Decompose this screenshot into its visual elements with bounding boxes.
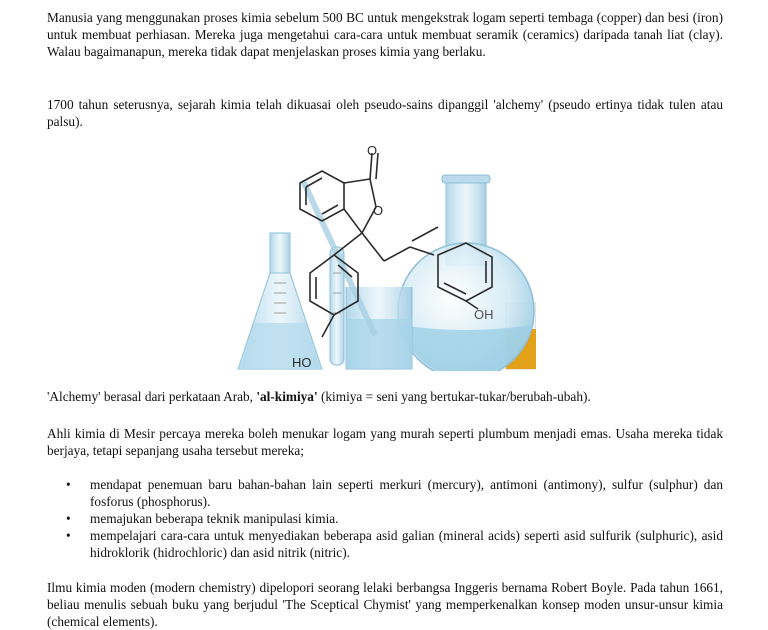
hydroxyl-label-right: OH	[474, 307, 494, 322]
round-flask	[398, 175, 534, 371]
origin-text-after: (kimiya = seni yang bertukar-tukar/berubah-ubah).	[317, 389, 591, 404]
list-item-text: mempelajari cara-cara untuk menyediakan beberapa asid galian (mineral acids) seperti asid sulfurik (sulphuric), asid hidroklorik (hidrochloric) dan asid nitrik (nitric).	[90, 528, 723, 560]
hydroxyl-label-left: HO	[292, 355, 312, 370]
paragraph-alchemy-origin	[47, 388, 723, 405]
paragraph-alchemy-history: 1700 tahun seterusnya, sejarah kimia telah dikuasai oleh pseudo-sains dipanggil 'alchemy' (pseudo ertinya tidak tulen atau palsu).	[47, 97, 723, 129]
bullet-glyph: •	[66, 477, 71, 492]
bullet-glyph: •	[66, 528, 71, 543]
origin-text-before: 'Alchemy' berasal dari perkataan Arab,	[47, 389, 257, 404]
list-item	[47, 476, 723, 510]
list-item-text: mendapat penemuan baru bahan-bahan lain seperti merkuri (mercury), antimoni (antimony), sulfur (sulphur) dan fosforus (phosphorus).	[90, 477, 723, 509]
oxygen-label-top: O	[367, 143, 378, 158]
bullet-glyph: •	[66, 511, 71, 526]
achievements-list	[47, 476, 723, 561]
paragraph-egypt-chemists: Ahli kimia di Mesir percaya mereka boleh menukar logam yang murah seperti plumbum menjadi emas. Usaha mereka tidak berjaya, tetapi sepanjang usaha tersebut mereka;	[47, 426, 723, 458]
oxygen-label-ring: O	[373, 203, 384, 218]
list-item	[47, 510, 723, 527]
chemistry-illustration	[234, 143, 536, 371]
paragraph-intro: Manusia yang menggunakan proses kimia sebelum 500 BC untuk mengekstrak logam seperti tembaga (copper) dan besi (iron) untuk membuat perhiasan. Mereka juga mengetahui cara-cara untuk membuat seramik (ceramics) daripada tanah liat (clay). Walau bagaimanapun, mereka tidak dapat menjelaskan proses kimia yang berlaku.	[47, 10, 723, 59]
paragraph-modern-chemistry: Ilmu kimia moden (modern chemistry) dipelopori seorang lelaki berbangsa Inggeris bernama Robert Boyle. Pada tahun 1661, beliau menulis sebuah buku yang berjudul 'The Sceptical Chymist' yang memperkenalkan konsep moden unsur-unsur kimia (chemical elements).	[47, 580, 723, 629]
origin-term: 'al-kimiya'	[256, 389, 318, 404]
list-item	[47, 527, 723, 561]
list-item-text: memajukan beberapa teknik manipulasi kimia.	[90, 511, 339, 526]
